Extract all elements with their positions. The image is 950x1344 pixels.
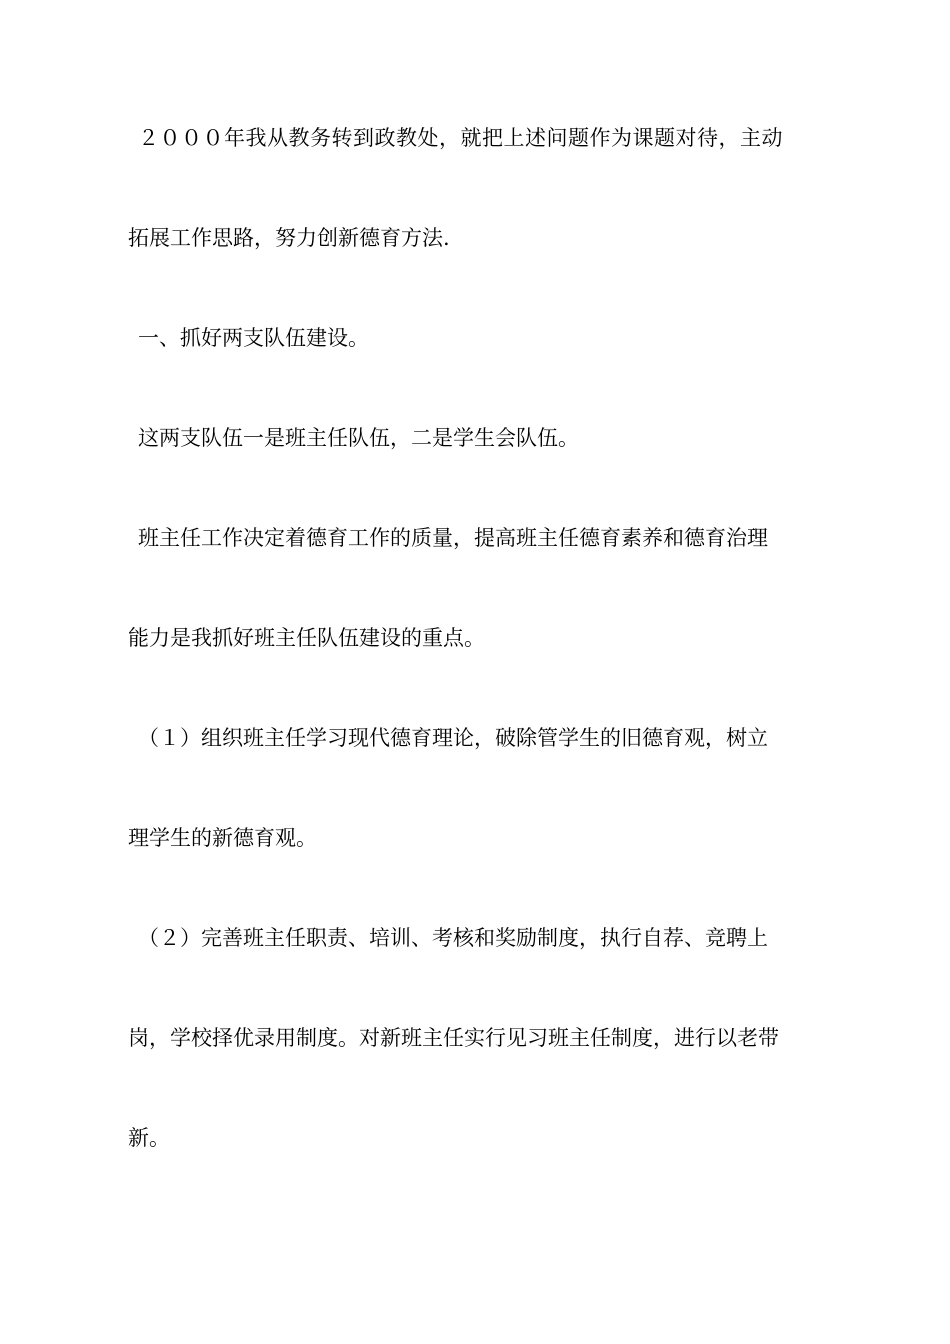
paragraph-line-4: 班主任工作决定着德育工作的质量，提高班主任德育素养和德育治理 [138,526,768,550]
list-item-2-line-2: 岗，学校择优录用制度。对新班主任实行见习班主任制度，进行以老带 [128,1026,779,1050]
paragraph-line-5: 能力是我抓好班主任队伍建设的重点。 [128,626,485,650]
list-item-1-line-2: 理学生的新德育观。 [128,826,317,850]
paragraph-line-1: ２０００年我从教务转到政教处，就把上述问题作为课题对待，主动 [138,126,783,150]
list-item-2-line-3: 新。 [128,1126,170,1150]
paragraph-line-3: 这两支队伍一是班主任队伍，二是学生会队伍。 [138,426,579,450]
section-heading: 一、抓好两支队伍建设。 [138,326,369,350]
list-item-1-line-1: （１）组织班主任学习现代德育理论，破除管学生的旧德育观，树立 [138,726,768,750]
paragraph-line-2: 拓展工作思路，努力创新德育方法. [128,226,450,250]
list-item-2-line-1: （２）完善班主任职责、培训、考核和奖励制度，执行自荐、竞聘上 [138,926,768,950]
